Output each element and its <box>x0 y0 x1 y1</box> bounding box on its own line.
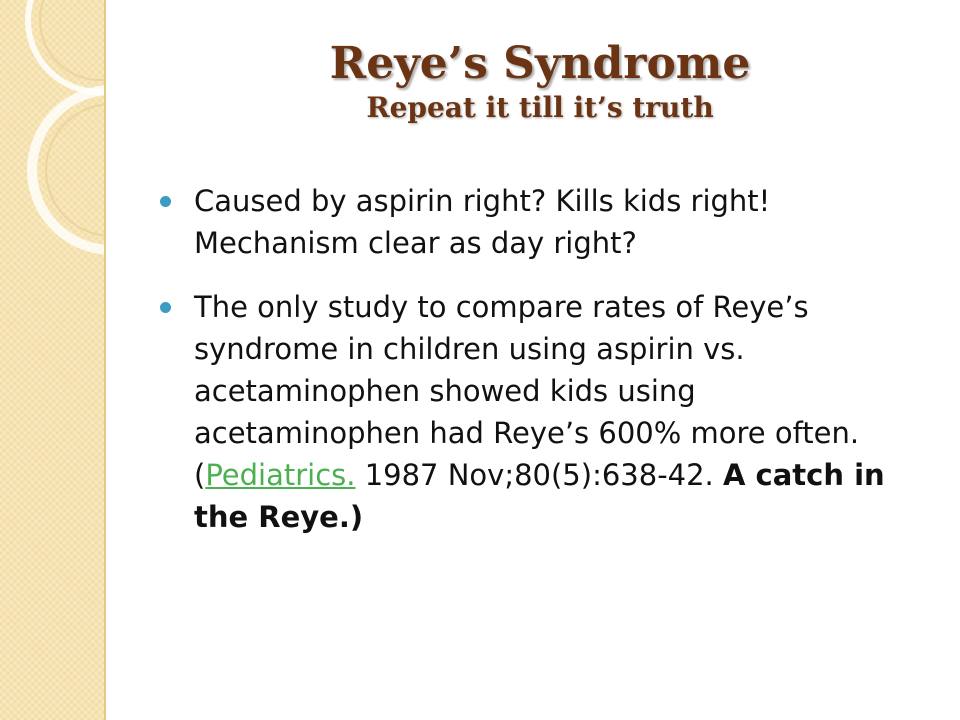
bullet-text-2-bold-ending: A catch in the Reye.) <box>194 458 885 534</box>
slide-title: Reye’s Syndrome <box>329 38 751 89</box>
bullet-list <box>160 180 930 560</box>
bullet-text-1: Caused by aspirin right? Kills kids right! Mechanism clear as day right? <box>194 184 771 260</box>
bullet-dot-icon <box>160 302 171 313</box>
bullet-text-2-before-link: The only study to compare rates of Reye’s syndrome in children using aspirin vs. acetaminophen showed kids using acetaminophen had Reye’s 600% more often. ( <box>194 290 860 492</box>
decorative-circles-graphic <box>0 0 104 720</box>
bullet-text-2-after-link: 1987 Nov;80(5):638-42. <box>355 458 723 492</box>
pediatrics-citation-link[interactable]: Pediatrics. <box>205 458 356 492</box>
bullet-item-1 <box>160 180 930 264</box>
title-block <box>120 38 960 126</box>
decorative-side-strip <box>0 0 106 720</box>
slide-subtitle: Repeat it till it’s truth <box>366 91 714 124</box>
bullet-item-2 <box>160 286 930 538</box>
bullet-dot-icon <box>160 196 171 207</box>
